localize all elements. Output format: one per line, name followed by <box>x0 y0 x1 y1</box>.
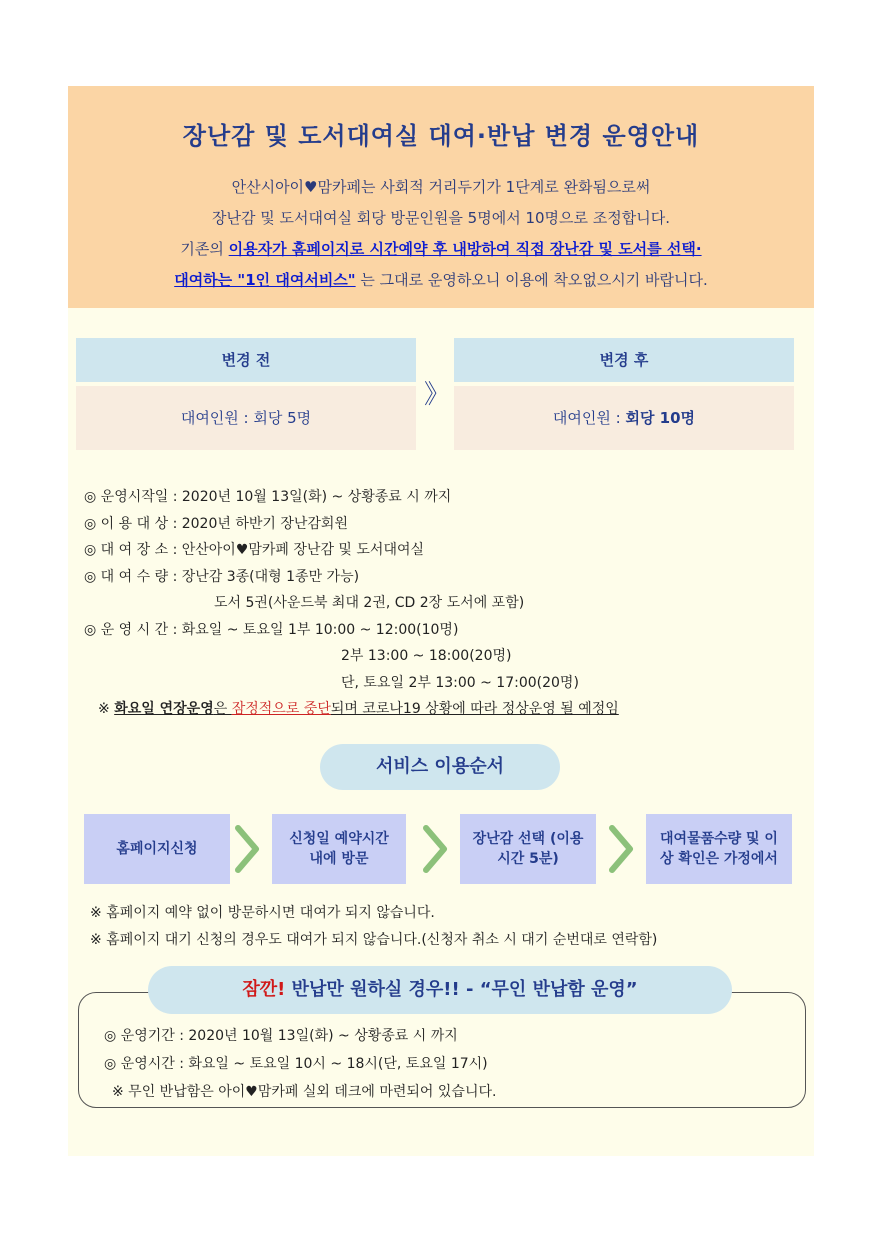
header-section <box>68 86 814 308</box>
info-quantity-books: 도서 5권(사운드북 최대 2권, CD 2장 도서에 포함) <box>214 595 525 611</box>
info-hours-2: 2부 13:00 ~ 18:00(20명) <box>341 648 512 664</box>
intro-text <box>68 172 814 296</box>
after-value-label: 대여인원 : <box>552 409 626 427</box>
info-quantity-toys: ◎ 대 여 수 량 : 장난감 3종(대형 1종만 가능) <box>84 568 360 585</box>
intro-line-4 <box>68 265 814 296</box>
notice-page <box>68 86 814 1156</box>
info-start-date: ◎ 운영시작일 : 2020년 10월 13일(화) ~ 상황종료 시 까지 <box>84 489 452 505</box>
notice-mid: 은 <box>213 701 232 717</box>
return-box-content <box>104 1022 794 1106</box>
notice-red: 잠정적으로 중단 <box>231 701 331 717</box>
return-alert: 잠깐! <box>242 979 286 1000</box>
return-note: ※ 무인 반납함은 아이♥맘카페 실외 데크에 마련되어 있습니다. <box>112 1084 497 1100</box>
return-period: ◎ 운영기간 : 2020년 10월 13일(화) ~ 상황종료 시 까지 <box>104 1028 458 1044</box>
notice-bold: 화요일 연장운영 <box>114 701 214 717</box>
operation-info <box>84 484 804 723</box>
intro-line-1: 안산시아이♥맘카페는 사회적 거리두기가 1단계로 완화됨으로써 <box>231 178 651 196</box>
intro-highlight-1: 이용자가 홈페이지로 시간예약 후 내방하여 직접 장난감 및 도서를 선택· <box>228 240 702 258</box>
chevron-right-icon <box>606 824 636 874</box>
double-chevron-icon: 》 <box>424 380 451 410</box>
chevron-right-icon <box>232 824 262 874</box>
intro-line-2: 장난감 및 도서대여실 회당 방문인원을 5명에서 10명으로 조정합니다. <box>211 209 670 227</box>
step-2 <box>272 814 406 884</box>
before-header: 변경 전 <box>76 338 416 382</box>
step-3 <box>460 814 596 884</box>
intro-line-4-suffix: 는 그대로 운영하오니 이용에 착오없으시기 바랍니다. <box>355 271 708 289</box>
intro-line-3-prefix: 기존의 <box>180 240 229 258</box>
step-1: 홈페이지신청 <box>84 814 230 884</box>
after-value-count: 회당 10명 <box>625 409 696 427</box>
info-hours-1: ◎ 운 영 시 간 : 화요일 ~ 토요일 1부 10:00 ~ 12:00(10명) <box>84 621 459 638</box>
after-value <box>454 386 794 450</box>
info-place: ◎ 대 여 장 소 : 안산아이♥맘카페 장난감 및 도서대여실 <box>84 542 425 558</box>
intro-highlight-2: 대여하는 "1인 대여서비스" <box>174 271 356 289</box>
info-notice <box>84 696 804 723</box>
step-3-label: 장난감 선택 (이용시간 5분) <box>472 831 584 867</box>
step-4 <box>646 814 792 884</box>
return-title-text: 반납만 원하실 경우!! - “무인 반납함 운영” <box>285 979 638 1000</box>
step-2-label: 신청일 예약시간 내에 방문 <box>289 831 389 867</box>
service-note-1: ※ 홈페이지 예약 없이 방문하시면 대여가 되지 않습니다. <box>90 905 435 921</box>
notice-end: 되며 코로나19 상황에 따라 정상운영 될 예정임 <box>330 701 619 717</box>
service-title: 서비스 이용순서 <box>320 744 560 790</box>
return-hours: ◎ 운영시간 : 화요일 ~ 토요일 10시 ~ 18시(단, 토요일 17시) <box>104 1056 488 1072</box>
return-box-title <box>148 966 732 1014</box>
intro-line-3 <box>68 234 814 265</box>
info-hours-3: 단, 토요일 2부 13:00 ~ 17:00(20명) <box>341 674 579 691</box>
chevron-right-icon <box>420 824 450 874</box>
before-value: 대여인원 : 회당 5명 <box>76 386 416 450</box>
after-header: 변경 후 <box>454 338 794 382</box>
service-note-2: ※ 홈페이지 대기 신청의 경우도 대여가 되지 않습니다.(신청자 취소 시 대기 순번대로 연락함) <box>90 932 658 948</box>
notice-mark: ※ <box>98 701 115 717</box>
step-4-label: 대여물품수량 및 이상 확인은 가정에서 <box>660 831 778 867</box>
info-target: ◎ 이 용 대 상 : 2020년 하반기 장난감회원 <box>84 515 348 532</box>
page-title: 장난감 및 도서대여실 대여·반납 변경 운영안내 <box>182 122 700 150</box>
service-notes <box>90 900 810 954</box>
